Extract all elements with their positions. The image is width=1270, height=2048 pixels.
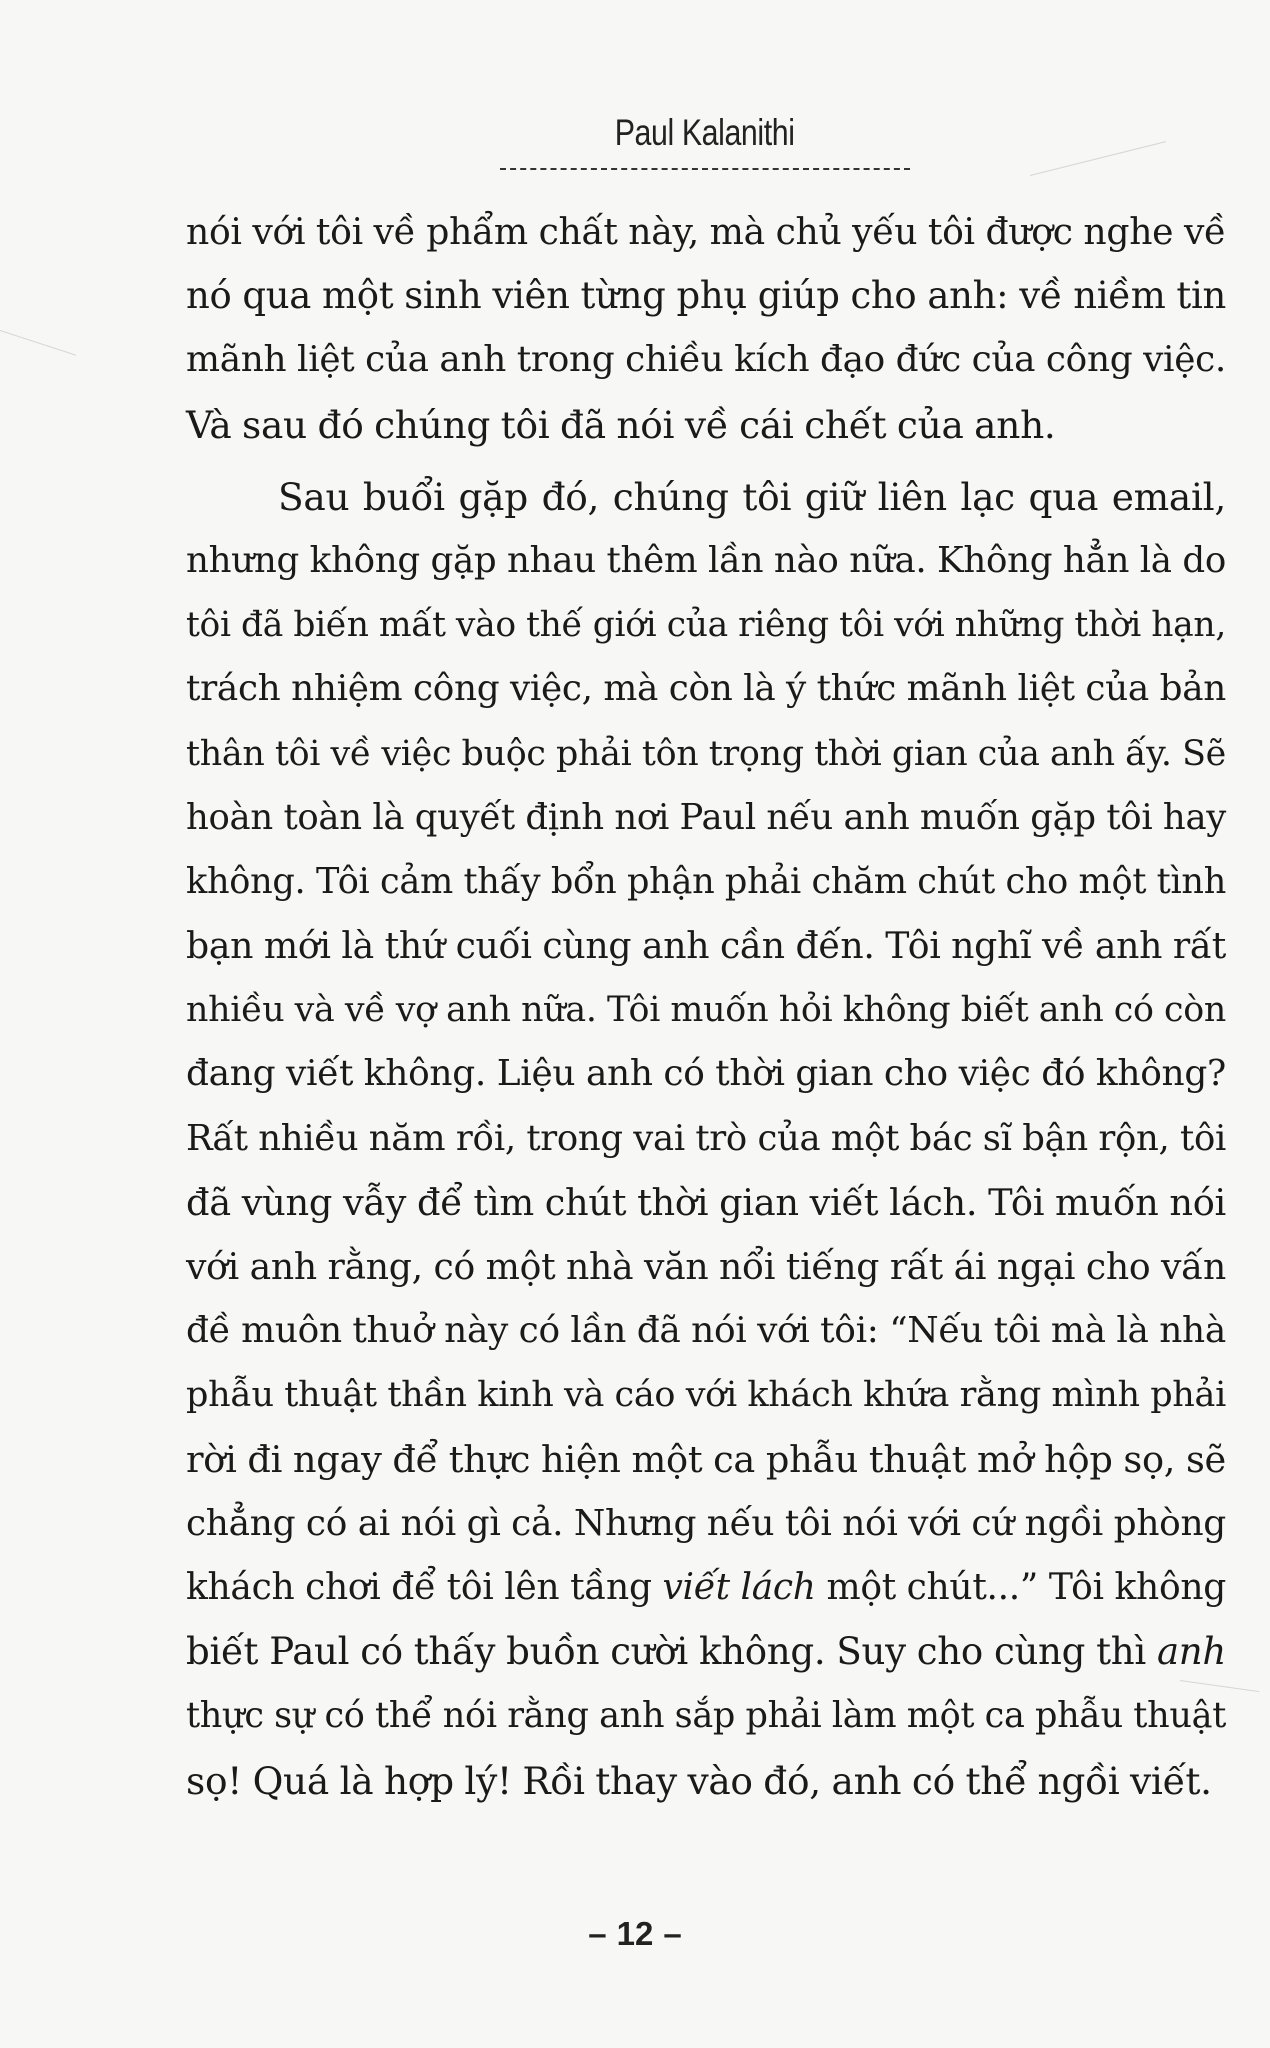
- body-text: [186, 200, 1226, 1813]
- text-line: Và sau đó chúng tôi đã nói về cái chết của anh.: [186, 402, 1056, 447]
- text-line: đề muôn thuở này có lần đã nói với tôi: “Nếu tôi mà là nhà: [186, 1310, 1226, 1352]
- page-footer: [0, 1915, 1270, 1953]
- text-line: nó qua một sinh viên từng phụ giúp cho anh: về niềm tin: [186, 274, 1226, 318]
- text-run: một chút...” Tôi không: [815, 1566, 1226, 1608]
- text-line: Rất nhiều năm rồi, trong vai trò của một bác sĩ bận rộn, tôi: [186, 1117, 1226, 1159]
- header-author: Paul Kalanithi: [615, 112, 795, 153]
- text-line: với anh rằng, có một nhà văn nổi tiếng rất ái ngại cho vấn: [186, 1245, 1226, 1288]
- text-line: nhiều và về vợ anh nữa. Tôi muốn hỏi không biết anh có còn: [186, 990, 1226, 1031]
- scan-artifact-line: [0, 330, 76, 356]
- text-run: biết Paul có thấy buồn cười không. Suy cho cùng thì: [186, 1630, 1157, 1674]
- text-line: thân tôi về việc buộc phải tôn trọng thời gian của anh ấy. Sẽ: [186, 733, 1226, 774]
- italic-text-run: anh: [1156, 1630, 1226, 1674]
- text-run: khách chơi để tôi lên tầng: [186, 1566, 663, 1608]
- text-line: trách nhiệm công việc, mà còn là ý thức mãnh liệt của bản: [186, 668, 1226, 710]
- text-line: không. Tôi cảm thấy bổn phận phải chăm chút cho một tình: [186, 860, 1226, 902]
- paragraph: [186, 465, 1226, 1813]
- text-line: mãnh liệt của anh trong chiều kích đạo đức của công việc.: [186, 339, 1226, 381]
- text-line: tôi đã biến mất vào thế giới của riêng tôi với những thời hạn,: [186, 605, 1226, 646]
- text-line: đã vùng vẫy để tìm chút thời gian viết lách. Tôi muốn nói: [186, 1180, 1226, 1224]
- scan-artifact-line: [1030, 141, 1166, 176]
- text-line: hoàn toàn là quyết định nơi Paul nếu anh muốn gặp tôi hay: [186, 796, 1226, 838]
- italic-text-run: viết lách: [662, 1566, 816, 1608]
- text-line: sọ! Quá là hợp lý! Rồi thay vào đó, anh có thể ngồi viết.: [186, 1758, 1212, 1803]
- text-line: đang viết không. Liệu anh có thời gian cho việc đó không?: [186, 1053, 1226, 1095]
- text-line: rời đi ngay để thực hiện một ca phẫu thuật mở hộp sọ, sẽ: [186, 1437, 1226, 1481]
- text-line: [186, 1556, 1226, 1620]
- running-header: [500, 112, 910, 154]
- text-line: [186, 1620, 1226, 1684]
- page-number: 12: [616, 1915, 654, 1952]
- paragraph: [186, 200, 1226, 457]
- text-line: phẫu thuật thần kinh và cáo với khách khứa rằng mình phải: [186, 1375, 1226, 1416]
- text-line: nhưng không gặp nhau thêm lần nào nữa. Không hẳn là do: [186, 539, 1226, 581]
- text-line: thực sự có thể nói rằng anh sắp phải làm một ca phẫu thuật: [186, 1695, 1226, 1737]
- header-dashed-rule: [500, 168, 910, 170]
- text-line: nói với tôi về phẩm chất này, mà chủ yếu tôi được nghe về: [186, 210, 1226, 253]
- text-line: chẳng có ai nói gì cả. Nhưng nếu tôi nói với cứ ngồi phòng: [186, 1502, 1226, 1544]
- footer-dash-right: –: [663, 1915, 682, 1952]
- text-line: Sau buổi gặp đó, chúng tôi giữ liên lạc qua email,: [278, 474, 1226, 519]
- text-line: bạn mới là thứ cuối cùng anh cần đến. Tôi nghĩ về anh rất: [186, 924, 1226, 968]
- footer-dash-left: –: [588, 1915, 607, 1952]
